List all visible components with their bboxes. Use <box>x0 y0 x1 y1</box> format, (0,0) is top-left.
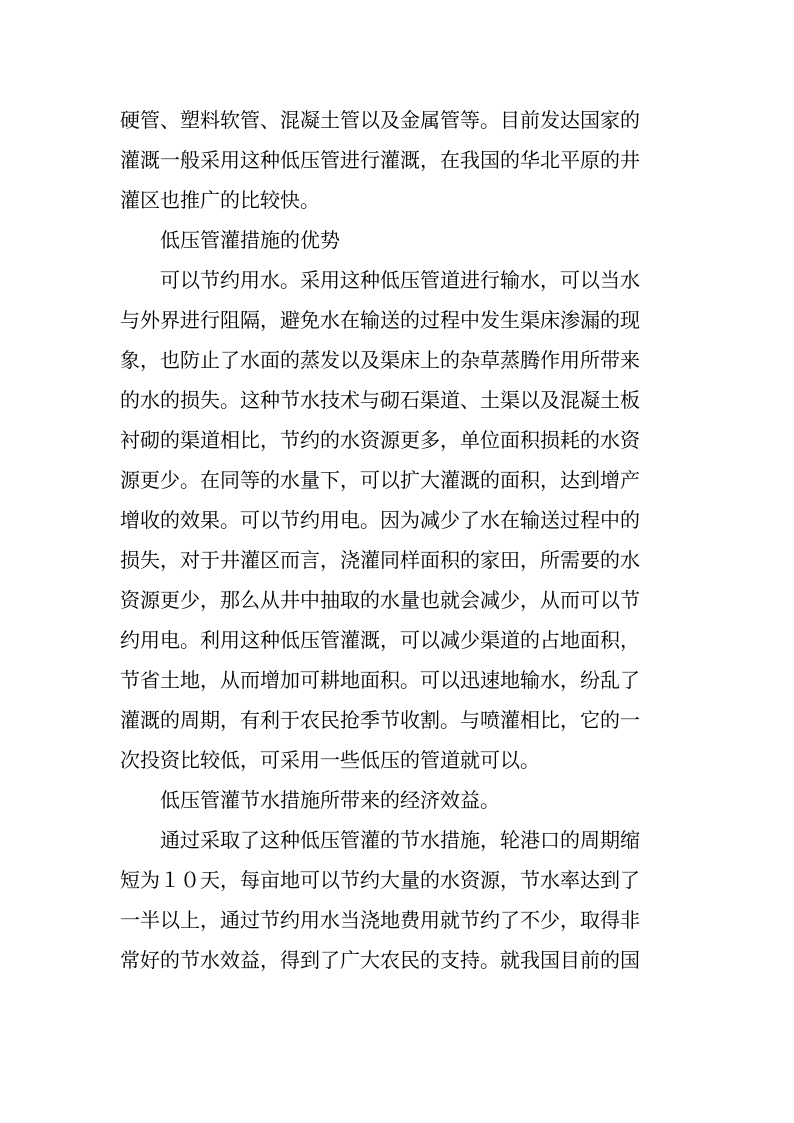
text-line: 衬砌的渠道相比，节约的水资源更多，单位面积损耗的水资 <box>120 428 640 452</box>
text-line: 增收的效果。可以节约用电。因为减少了水在输送过程中的 <box>120 508 640 532</box>
text-line: 损失，对于井灌区而言，浇灌同样面积的家田，所需要的水 <box>120 548 640 572</box>
text-line: 一半以上，通过节约用水当浇地费用就节约了不少，取得非 <box>120 908 640 932</box>
text-line: 次投资比较低，可采用一些低压的管道就可以。 <box>120 748 540 772</box>
text-line: 灌溉一般采用这种低压管进行灌溉，在我国的华北平原的井 <box>120 148 640 172</box>
text-line: 象，也防止了水面的蒸发以及渠床上的杂草蒸腾作用所带来 <box>120 348 640 372</box>
text-line: 节省土地，从而增加可耕地面积。可以迅速地输水，纷乱了 <box>120 668 640 692</box>
text-line: 可以节约用水。采用这种低压管道进行输水，可以当水 <box>160 268 640 292</box>
text-line: 资源更少，那么从井中抽取的水量也就会减少，从而可以节 <box>120 588 640 612</box>
text-line: 源更少。在同等的水量下，可以扩大灌溉的面积，达到增产 <box>120 468 640 492</box>
text-line: 常好的节水效益，得到了广大农民的支持。就我国目前的国 <box>120 948 640 972</box>
section-heading: 低压管灌节水措施所带来的经济效益。 <box>160 788 500 812</box>
text-line: 灌溉的周期，有利于农民抢季节收割。与喷灌相比，它的一 <box>120 708 640 732</box>
text-line: 短为１０天，每亩地可以节约大量的水资源，节水率达到了 <box>120 868 640 892</box>
text-line: 约用电。利用这种低压管灌溉，可以减少渠道的占地面积， <box>120 628 640 652</box>
text-line: 与外界进行阻隔，避免水在输送的过程中发生渠床渗漏的现 <box>120 308 640 332</box>
section-heading: 低压管灌措施的优势 <box>160 228 340 252</box>
document-body <box>120 100 680 980</box>
text-line: 通过采取了这种低压管灌的节水措施，轮港口的周期缩 <box>160 828 640 852</box>
text-line: 硬管、塑料软管、混凝土管以及金属管等。目前发达国家的 <box>120 108 640 132</box>
text-line: 灌区也推广的比较快。 <box>120 188 320 212</box>
text-line: 的水的损失。这种节水技术与砌石渠道、土渠以及混凝土板 <box>120 388 640 412</box>
